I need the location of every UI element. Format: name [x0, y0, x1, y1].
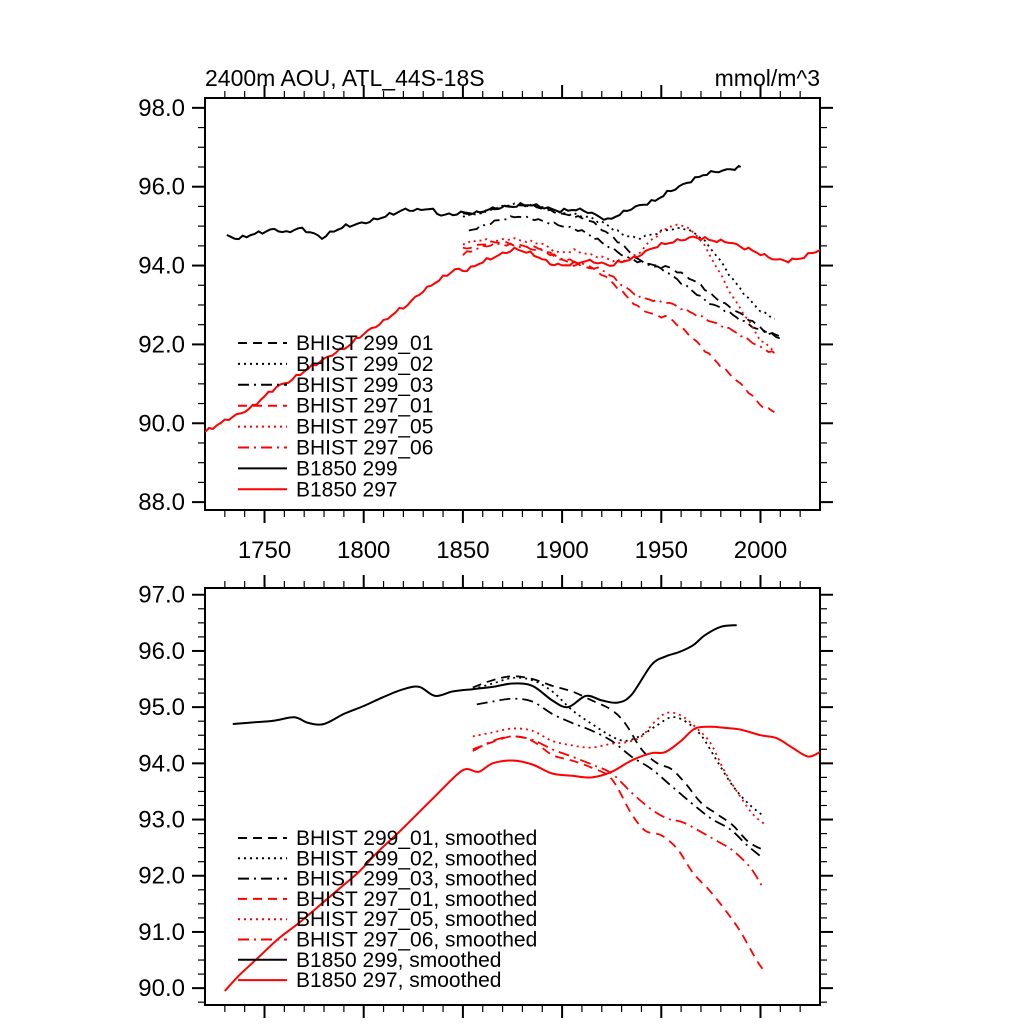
- legend-label-b1850-297-smoothed: B1850 297, smoothed: [296, 969, 502, 993]
- legend-label-bhist-299-03: BHIST 299_03: [296, 373, 434, 397]
- legend-label-bhist-297-05-smoothed: BHIST 297_05, smoothed: [296, 908, 538, 932]
- chart-units-label: mmol/m^3: [714, 65, 820, 91]
- legend-label-bhist-297-06-smoothed: BHIST 297_06, smoothed: [296, 928, 538, 952]
- y-tick-label: 97.0: [138, 581, 185, 609]
- legend-label-bhist-297-06: BHIST 297_06: [296, 436, 434, 460]
- series-bhist-299-03: [469, 216, 780, 336]
- x-tick-label: 1850: [436, 537, 490, 564]
- legend-label-b1850-299-smoothed: B1850 299, smoothed: [296, 948, 502, 972]
- y-tick-label: 88.0: [138, 489, 185, 517]
- y-tick-label: 94.0: [138, 252, 185, 280]
- legend-label-bhist-299-01: BHIST 299_01: [296, 332, 434, 355]
- legend-label-bhist-299-03-smoothed: BHIST 299_03, smoothed: [296, 867, 538, 891]
- y-tick-label: 96.0: [138, 637, 185, 665]
- x-tick-label: 2000: [733, 537, 788, 564]
- x-tick-label: 1800: [337, 537, 391, 564]
- legend-label-bhist-297-05: BHIST 297_05: [296, 415, 434, 439]
- series-bhist-297-01: [463, 241, 775, 412]
- legend-label-bhist-299-02-smoothed: BHIST 299_02, smoothed: [296, 847, 538, 871]
- y-tick-label: 98.0: [138, 94, 185, 122]
- y-tick-label: 90.0: [138, 975, 185, 1003]
- y-tick-label: 90.0: [138, 410, 185, 438]
- chart-title: 2400m AOU, ATL_44S-18S: [205, 65, 485, 91]
- x-tick-label: 1950: [634, 537, 688, 564]
- series-bhist-299-01: [463, 205, 780, 338]
- panel-smoothed: [138, 575, 833, 1018]
- y-tick-label: 93.0: [138, 806, 185, 834]
- y-tick-label: 92.0: [138, 331, 185, 359]
- series-b1850-299-smoothed: [233, 625, 737, 725]
- y-tick-label: 95.0: [138, 694, 185, 722]
- y-tick-label: 92.0: [138, 862, 185, 890]
- legend-label-b1850-297: B1850 297: [296, 478, 398, 502]
- legend-label-b1850-299: B1850 299: [296, 457, 398, 481]
- y-tick-label: 94.0: [138, 750, 185, 778]
- x-tick-label: 1900: [535, 537, 589, 564]
- x-tick-label: 1750: [237, 537, 292, 564]
- legend-label-bhist-297-01: BHIST 297_01: [296, 394, 434, 418]
- legend-label-bhist-299-02: BHIST 299_02: [296, 352, 434, 376]
- y-tick-label: 91.0: [138, 918, 185, 946]
- y-tick-label: 96.0: [138, 173, 185, 201]
- legend-label-bhist-299-01-smoothed: BHIST 299_01, smoothed: [296, 827, 538, 850]
- legend-label-bhist-297-01-smoothed: BHIST 297_01, smoothed: [296, 887, 538, 911]
- series-b1850-299: [227, 166, 741, 239]
- panel-annual: [138, 85, 833, 564]
